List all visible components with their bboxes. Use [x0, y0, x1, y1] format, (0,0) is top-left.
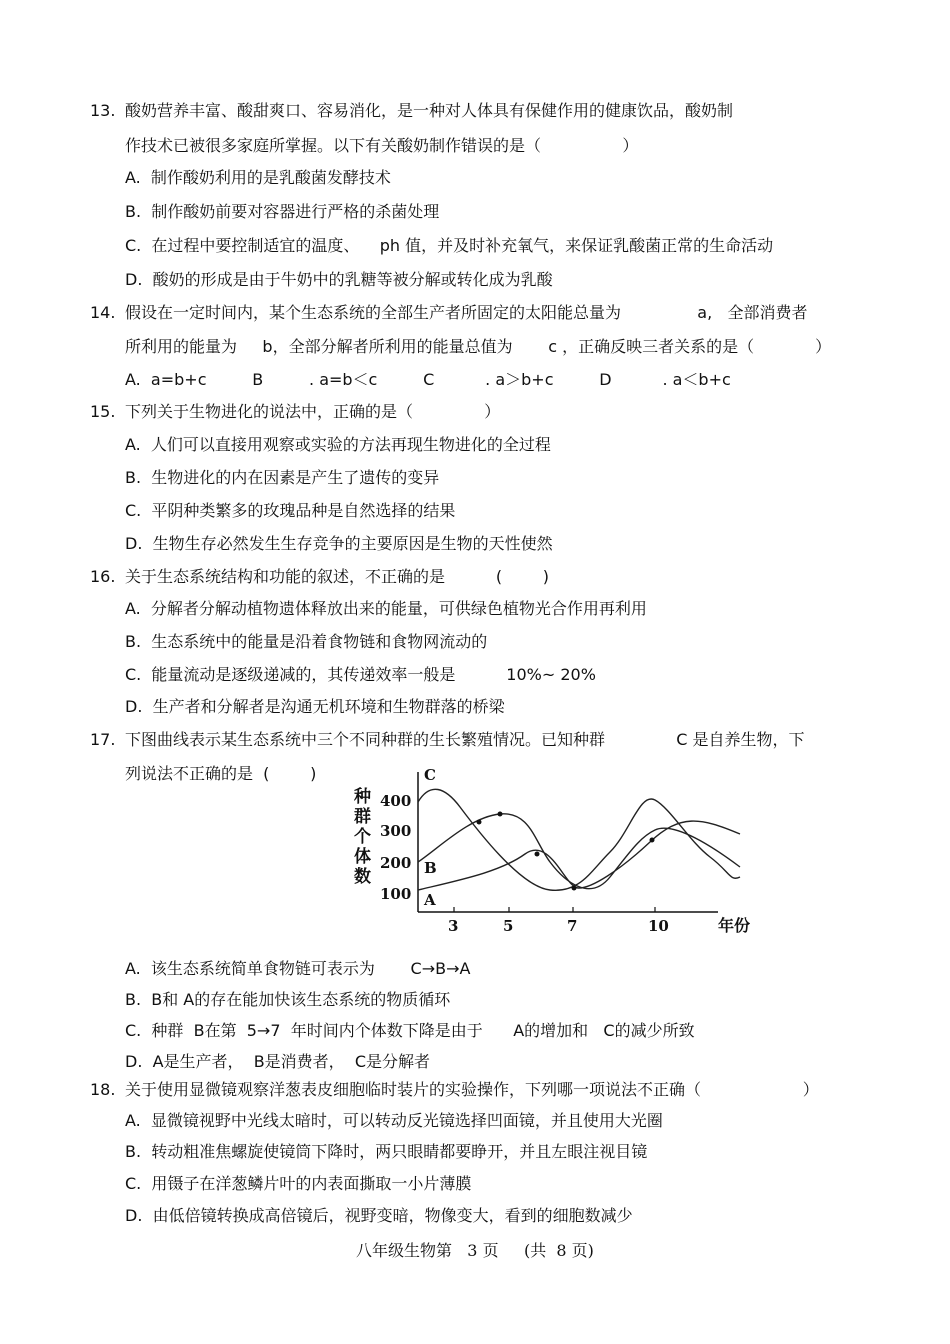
curve-a — [418, 821, 740, 890]
question-16-option-d: D. 生产者和分解者是沟通无机环境和生物群落的桥梁 — [125, 697, 505, 716]
question-17-number: 17. — [90, 730, 116, 749]
curve-point — [572, 886, 577, 891]
question-18-stem: 关于使用显微镜观察洋葱表皮细胞临时装片的实验操作，下列哪一项说法不正确（ ） — [125, 1080, 819, 1099]
question-17-option-a: A. 该生态系统简单食物链可表示为 C→B→A — [125, 959, 471, 978]
question-13-option-b: B. 制作酸奶前要对容器进行严格的杀菌处理 — [125, 202, 440, 221]
figure-xtick-7: 7 — [567, 917, 578, 935]
question-13-option-c: C. 在过程中要控制适宜的温度、 ph 值，并及时补充氧气，来保证乳酸菌正常的生命活动 — [125, 236, 774, 255]
figure-ylabel-char-4: 体 — [354, 847, 371, 867]
figure-xtick-3: 3 — [448, 917, 459, 935]
question-15-option-b: B. 生物进化的内在因素是产生了遗传的变异 — [125, 468, 440, 487]
question-13-number: 13. — [90, 101, 116, 120]
curve-b — [418, 814, 740, 889]
curve-c — [418, 789, 740, 890]
question-14-stem-line-2: 所利用的能量为 b，全部分解者所利用的能量总值为 c ，正确反映三者关系的是（ ） — [125, 337, 832, 356]
question-14-number: 14. — [90, 303, 116, 322]
question-15-number: 15. — [90, 402, 116, 421]
curve-label-a: A — [424, 891, 436, 909]
population-growth-figure — [350, 762, 780, 940]
curve-point — [477, 820, 482, 825]
question-13-stem-line-2: 作技术已被很多家庭所掌握。以下有关酸奶制作错误的是（ ） — [125, 136, 639, 155]
question-16-option-a: A. 分解者分解动植物遗体释放出来的能量，可供绿色植物光合作用再利用 — [125, 599, 647, 618]
question-17-option-d: D. A是生产者， B是消费者， C是分解者 — [125, 1052, 431, 1071]
figure-ytick-400: 400 — [380, 792, 412, 810]
question-14-stem-line-1: 假设在一定时间内，某个生态系统的全部生产者所固定的太阳能总量为 a, 全部消费者 — [125, 303, 808, 322]
curve-point — [650, 838, 655, 843]
question-18-option-d: D. 由低倍镜转换成高倍镜后，视野变暗，物像变大，看到的细胞数减少 — [125, 1206, 633, 1225]
question-17-stem-line-1: 下图曲线表示某生态系统中三个不同种群的生长繁殖情况。已知种群 C 是自养生物，下 — [125, 730, 805, 749]
question-18-option-c: C. 用镊子在洋葱鳞片叶的内表面撕取一小片薄膜 — [125, 1174, 472, 1193]
figure-ytick-100: 100 — [380, 885, 412, 903]
question-13-option-d: D. 酸奶的形成是由于牛奶中的乳糖等被分解或转化成为乳酸 — [125, 270, 553, 289]
figure-ytick-300: 300 — [380, 822, 412, 840]
figure-ylabel-char-2: 群 — [354, 807, 371, 827]
question-14-options: A. a=b+c B . a=b＜c C . a＞b+c D . a＜b+c — [125, 370, 731, 389]
figure-xlabel: 年份 — [718, 916, 751, 935]
figure-xtick-10: 10 — [648, 917, 669, 935]
figure-ylabel-char-1: 种 — [354, 787, 371, 807]
question-16-stem: 关于生态系统结构和功能的叙述，不正确的是 ( ) — [125, 567, 550, 586]
figure-ylabel-char-5: 数 — [354, 867, 371, 887]
question-15-option-c: C. 平阴种类繁多的玫瑰品种是自然选择的结果 — [125, 501, 456, 520]
page-footer: 八年级生物第 3 页 (共 8 页) — [356, 1241, 594, 1260]
curve-point — [535, 852, 540, 857]
question-18-option-b: B. 转动粗准焦螺旋使镜筒下降时，两只眼睛都要睁开，并且左眼注视目镜 — [125, 1142, 648, 1161]
curve-point — [498, 812, 503, 817]
question-15-stem: 下列关于生物进化的说法中，正确的是（ ） — [125, 402, 501, 421]
figure-xtick-5: 5 — [503, 917, 514, 935]
question-17-stem-line-2: 列说法不正确的是 ( ) — [125, 764, 317, 783]
curve-label-c: C — [424, 766, 436, 784]
question-18-number: 18. — [90, 1080, 116, 1099]
question-13-option-a: A. 制作酸奶利用的是乳酸菌发酵技术 — [125, 168, 391, 187]
figure-ylabel-char-3: 个 — [354, 827, 371, 847]
curve-label-b: B — [424, 859, 437, 877]
question-17-option-b: B. B和 A的存在能加快该生态系统的物质循环 — [125, 990, 451, 1009]
question-15-option-a: A. 人们可以直接用观察或实验的方法再现生物进化的全过程 — [125, 435, 551, 454]
question-15-option-d: D. 生物生存必然发生生存竞争的主要原因是生物的天性使然 — [125, 534, 553, 553]
question-16-option-b: B. 生态系统中的能量是沿着食物链和食物网流动的 — [125, 632, 488, 651]
question-16-option-c: C. 能量流动是逐级递减的，其传递效率一般是 10%~ 20% — [125, 665, 596, 684]
question-18-option-a: A. 显微镜视野中光线太暗时，可以转动反光镜选择凹面镜，并且使用大光圈 — [125, 1111, 663, 1130]
question-16-number: 16. — [90, 567, 116, 586]
question-17-option-c: C. 种群 B在第 5→7 年时间内个体数下降是由于 A的增加和 C的减少所致 — [125, 1021, 695, 1040]
question-13-stem-line-1: 酸奶营养丰富、酸甜爽口、容易消化，是一种对人体具有保健作用的健康饮品，酸奶制 — [125, 101, 734, 120]
figure-ytick-200: 200 — [380, 854, 412, 872]
